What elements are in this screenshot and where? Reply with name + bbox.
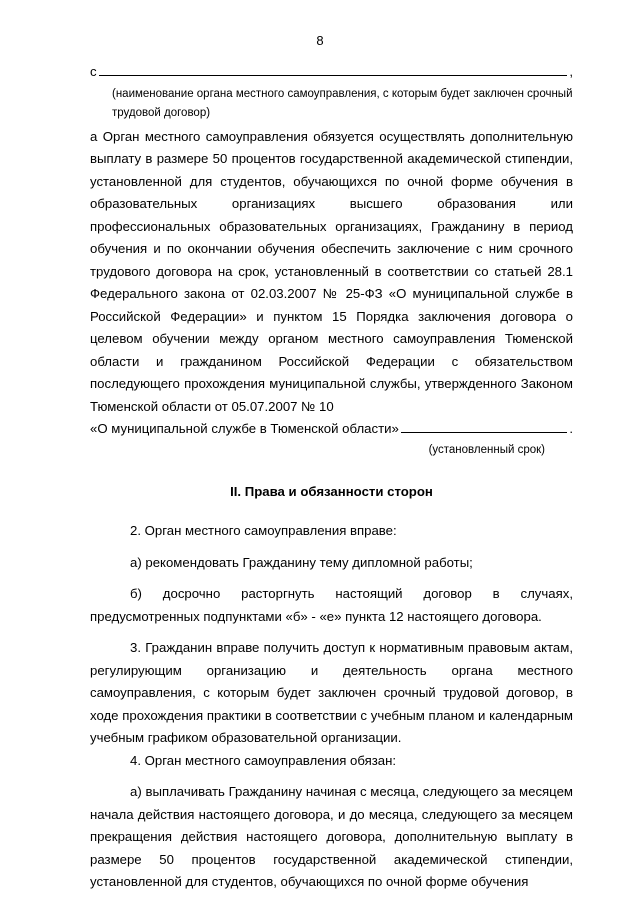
- organization-blank-line: [90, 61, 573, 84]
- document-body: [90, 61, 573, 894]
- section-paragraph: а) выплачивать Гражданину начиная с месяца, следующего за месяцем начала действия настоящего договора, и до месяца, следующего за месяцем прекращения действия настоящего договора, дополнительную выплату в размере 50 процентов государственной академической стипендии, установленной для студентов, обучающихся по очной форме обучения: [90, 784, 573, 889]
- term-fill-line: [401, 418, 567, 433]
- section-paragraph: а) рекомендовать Гражданину тему дипломной работы;: [130, 554, 473, 570]
- blank-suffix: ,: [569, 64, 573, 79]
- term-blank-line: [90, 418, 573, 441]
- section-paragraph: 4. Орган местного самоуправления обязан:: [130, 752, 397, 768]
- organization-note: (наименование органа местного самоуправления, с которым будет заключен срочный трудовой договор): [112, 87, 573, 119]
- organization-fill-line: [99, 61, 568, 76]
- page-number: 8: [316, 33, 324, 48]
- term-suffix: .: [569, 421, 573, 436]
- section-paragraph: б) досрочно расторгнуть настоящий договор в случаях, предусмотренных подпунктами «б» - «е» пункта 12 настоящего договора.: [90, 586, 573, 624]
- term-law-text: «О муниципальной службе в Тюменской области»: [90, 421, 399, 436]
- blank-prefix: с: [90, 64, 97, 79]
- obligation-paragraph: а Орган местного самоуправления обязуется осуществлять дополнительную выплату в размере 50 процентов государственной академической стипендии, установленной для студентов, обучающихся по очной форме обучения в образовательных организациях высшего образования или профессиональных образовательных организациях, Гражданину в период обучения и по окончании обучения обеспечить заключение с ним срочного трудового договора на срок, установленный в соответствии со статьей 28.1 Федерального закона от 02.03.2007 № 25-ФЗ «О муниципальной службе в Российской Федерации» и пунктом 15 Порядка заключения договора о целевом обучении между органом местного самоуправления Тюменской области и гражданином Российской Федерации с обязательством последующего прохождения муниципальной службы, утвержденного Законом Тюменской области от 05.07.2007 № 10: [90, 128, 573, 414]
- term-note: (установленный срок): [428, 443, 545, 456]
- section-title: II. Права и обязанности сторон: [230, 483, 433, 499]
- section-paragraph: 3. Гражданин вправе получить доступ к нормативным правовым актам, регулирующим организацию и деятельность органа местного самоуправления, с которым будет заключен срочный трудовой договор, в ходе прохождения практики в соответствии с учебным планом и календарным учебным графиком образовательной организации.: [90, 640, 573, 745]
- section-paragraph: 2. Орган местного самоуправления вправе:: [130, 523, 397, 538]
